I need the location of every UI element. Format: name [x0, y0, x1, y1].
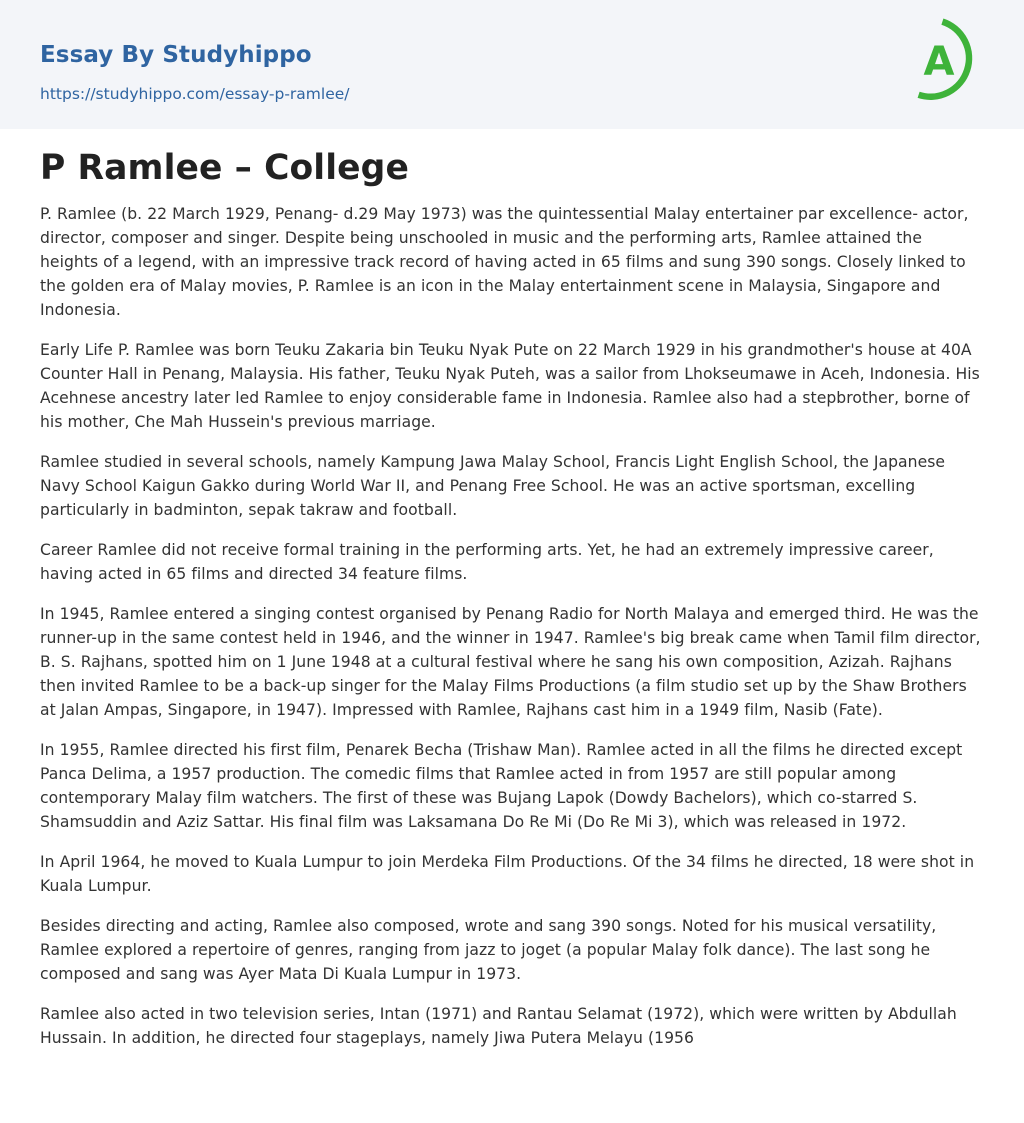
page-title: P Ramlee – College	[40, 148, 409, 188]
brand-title[interactable]: Essay By Studyhippo	[40, 42, 312, 68]
paragraph: In April 1964, he moved to Kuala Lumpur to join Merdeka Film Productions. Of the 34 films he directed, 18 were shot in Kuala Lumpur.	[40, 853, 975, 895]
site-header	[0, 0, 1024, 129]
essay-url-link[interactable]: https://studyhippo.com/essay-p-ramlee/	[40, 85, 350, 103]
paragraph: In 1955, Ramlee directed his first film, Penarek Becha (Trishaw Man). Ramlee acted in all the films he directed except Panca Delima, a 1957 production. The comedic films that Ramlee acted in from 1957 are still popular among contemporary Malay film watchers. The first of these was Bujang Lapok (Dowdy Bachelors), which co-starred S. Shamsuddin and Aziz Sattar. His final film was Laksamana Do Re Mi (Do Re Mi 3), which was released in 1972.	[40, 741, 963, 831]
paragraph: Career Ramlee did not receive formal training in the performing arts. Yet, he had an extremely impressive career, having acted in 65 films and directed 34 feature films.	[40, 541, 934, 583]
paragraph: P. Ramlee (b. 22 March 1929, Penang- d.29 May 1973) was the quintessential Malay entertainer par excellence- actor, director, composer and singer. Despite being unschooled in music and the performing arts, Ramlee attained the heights of a legend, with an impressive track record of having acted in 65 films and sung 390 songs. Closely linked to the golden era of Malay movies, P. Ramlee is an icon in the Malay entertainment scene in Malaysia, Singapore and Indonesia.	[40, 205, 969, 319]
paragraph: Early Life P. Ramlee was born Teuku Zakaria bin Teuku Nyak Pute on 22 March 1929 in his grandmother's house at 40A Counter Hall in Penang, Malaysia. His father, Teuku Nyak Puteh, was a sailor from Lhokseumawe in Aceh, Indonesia. His Acehnese ancestry later led Ramlee to enjoy considerable fame in Indonesia. Ramlee also had a stepbrother, borne of his mother, Che Mah Hussein's previous marriage.	[40, 341, 980, 431]
paragraph: In 1945, Ramlee entered a singing contest organised by Penang Radio for North Malaya and emerged third. He was the runner-up in the same contest held in 1946, and the winner in 1947. Ramlee's big break came when Tamil film director, B. S. Rajhans, spotted him on 1 June 1948 at a cultural festival where he sang his own composition, Azizah. Rajhans then invited Ramlee to be a back-up singer for the Malay Films Productions (a film studio set up by the Shaw Brothers at Jalan Ampas, Singapore, in 1947). Impressed with Ramlee, Rajhans cast him in a 1949 film, Nasib (Fate).	[40, 605, 981, 719]
studyhippo-a-logo-icon[interactable]	[909, 18, 987, 106]
paragraph: Ramlee studied in several schools, namely Kampung Jawa Malay School, Francis Light English School, the Japanese Navy School Kaigun Gakko during World War II, and Penang Free School. He was an active sportsman, excelling particularly in badminton, sepak takraw and football.	[40, 453, 946, 519]
paragraph: Ramlee also acted in two television series, Intan (1971) and Rantau Selamat (1972), which were written by Abdullah Hussain. In addition, he directed four stageplays, namely Jiwa Putera Melayu (1956	[40, 1005, 957, 1047]
article	[40, 144, 984, 1066]
paragraph: Besides directing and acting, Ramlee also composed, wrote and sang 390 songs. Noted for his musical versatility, Ramlee explored a repertoire of genres, ranging from jazz to joget (a popular Malay folk dance). The last song he composed and sang was Ayer Mata Di Kuala Lumpur in 1973.	[40, 917, 937, 983]
svg-text:A: A	[923, 39, 955, 85]
